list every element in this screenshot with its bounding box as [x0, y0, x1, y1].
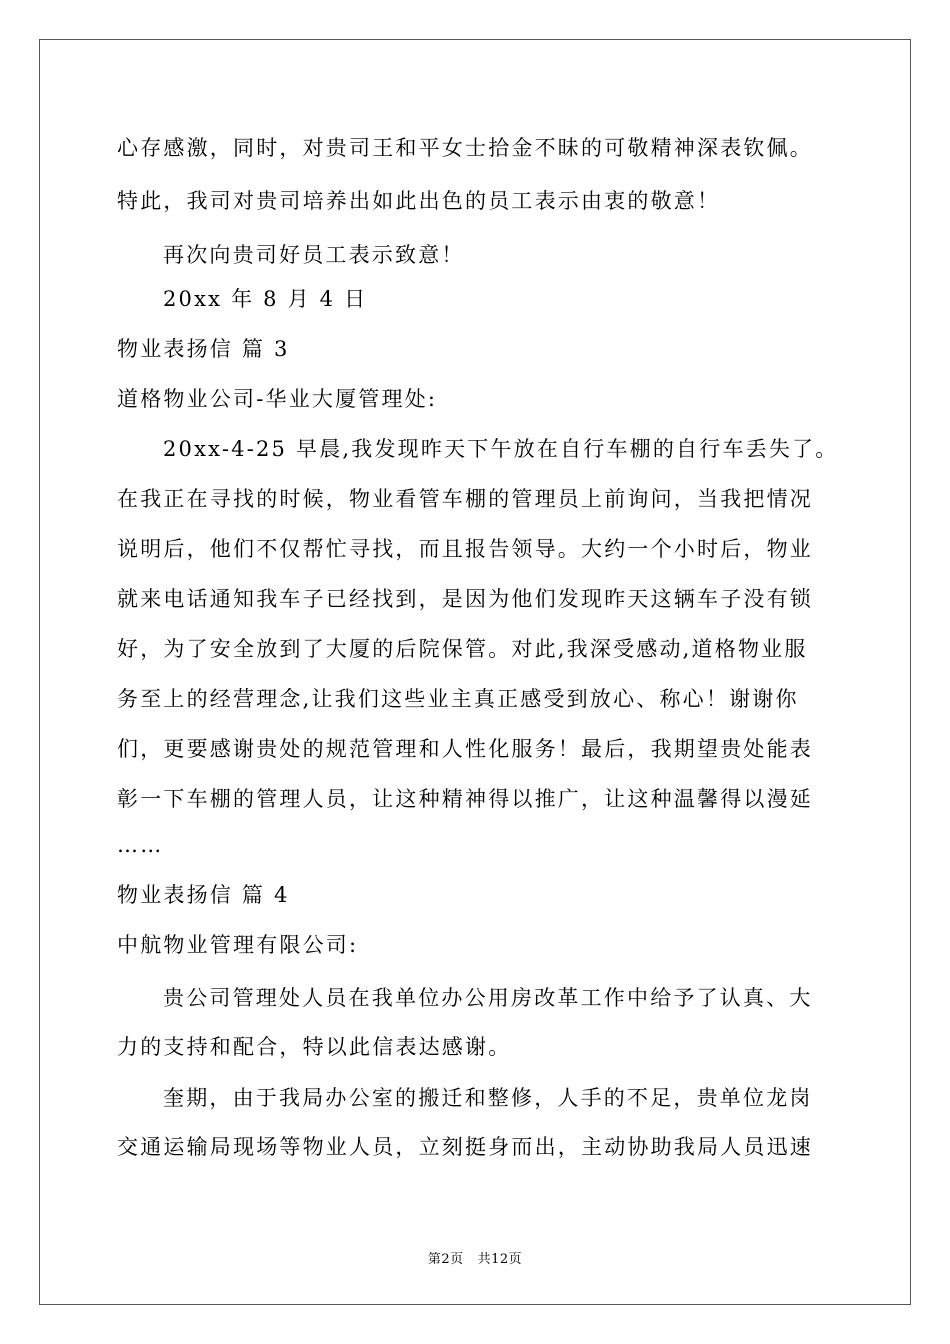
text-line: 在我正在寻找的时候，物业看管车棚的管理员上前询问，当我把情况: [117, 487, 813, 511]
text-line: 心存感激，同时，对贵司王和平女士拾金不昧的可敬精神深表钦佩。: [117, 136, 813, 160]
text-line: 好，为了安全放到了大厦的后院保管。对此,我深受感动,道格物业服: [117, 637, 808, 661]
text-line: 特此，我司对贵司培养出如此出色的员工表示由衷的敬意！: [117, 189, 721, 213]
page-total: 共12页: [477, 1252, 523, 1267]
text-line: 20xx-4-25 早晨,我发现昨天下午放在自行车棚的自行车丢失了。: [163, 437, 839, 461]
text-line: 彰一下车棚的管理人员，让这种精神得以推广，让这种温馨得以漫延: [117, 787, 813, 811]
text-line: 力的支持和配合，特以此信表达感谢。: [117, 1035, 512, 1059]
salutation: 道格物业公司-华业大厦管理处:: [117, 387, 438, 411]
page-border: [39, 39, 911, 1305]
text-line: 务至上的经营理念,让我们这些业主真正感受到放心、称心！谢谢你: [117, 687, 799, 711]
section-heading: 物业表扬信 篇 3: [117, 337, 290, 361]
text-line: 就来电话通知我车子已经找到，是因为他们发现昨天这辆车子没有锁: [117, 587, 813, 611]
text-line: 再次向贵司好员工表示致意！: [163, 243, 465, 267]
section-heading: 物业表扬信 篇 4: [117, 883, 290, 907]
text-line: 奎期，由于我局办公室的搬迁和整修，人手的不足，贵单位龙岗: [163, 1086, 813, 1110]
ellipsis-line: ……: [117, 833, 164, 857]
salutation: 中航物业管理有限公司:: [117, 933, 359, 957]
text-line: 们，更要感谢贵处的规范管理和人性化服务！最后，我期望贵处能表: [117, 737, 813, 761]
page-footer: [0, 1248, 950, 1267]
text-line: 交通运输局现场等物业人员，立刻挺身而出，主动协助我局人员迅速: [117, 1135, 813, 1159]
date-line: 20xx 年 8 月 4 日: [163, 287, 368, 311]
text-line: 贵公司管理处人员在我单位办公用房改革工作中给予了认真、大: [163, 986, 813, 1010]
page-number: 第2页: [427, 1252, 464, 1267]
text-line: 说明后，他们不仅帮忙寻找，而且报告领导。大约一个小时后，物业: [117, 537, 813, 561]
